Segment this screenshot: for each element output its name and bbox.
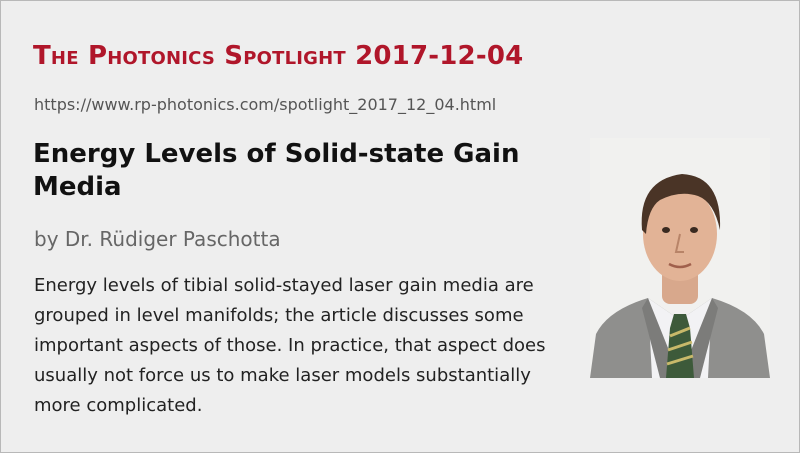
article-author: by Dr. Rüdiger Paschotta [34,227,281,251]
spotlight-header: The Photonics Spotlight 2017-12-04 [33,41,524,71]
article-title: Energy Levels of Solid-state Gain Media [33,139,520,202]
article-summary [34,271,734,421]
photo-wrap-spacer [556,271,734,391]
summary-text: Energy levels of tibial solid-stayed laser gain media are grouped in level manifolds; the article discusses some important aspects of those. In practice, that aspect does usually not force us to make laser models substantially more complicated. [34,275,546,416]
article-url[interactable]: https://www.rp-photonics.com/spotlight_2017_12_04.html [34,95,497,114]
